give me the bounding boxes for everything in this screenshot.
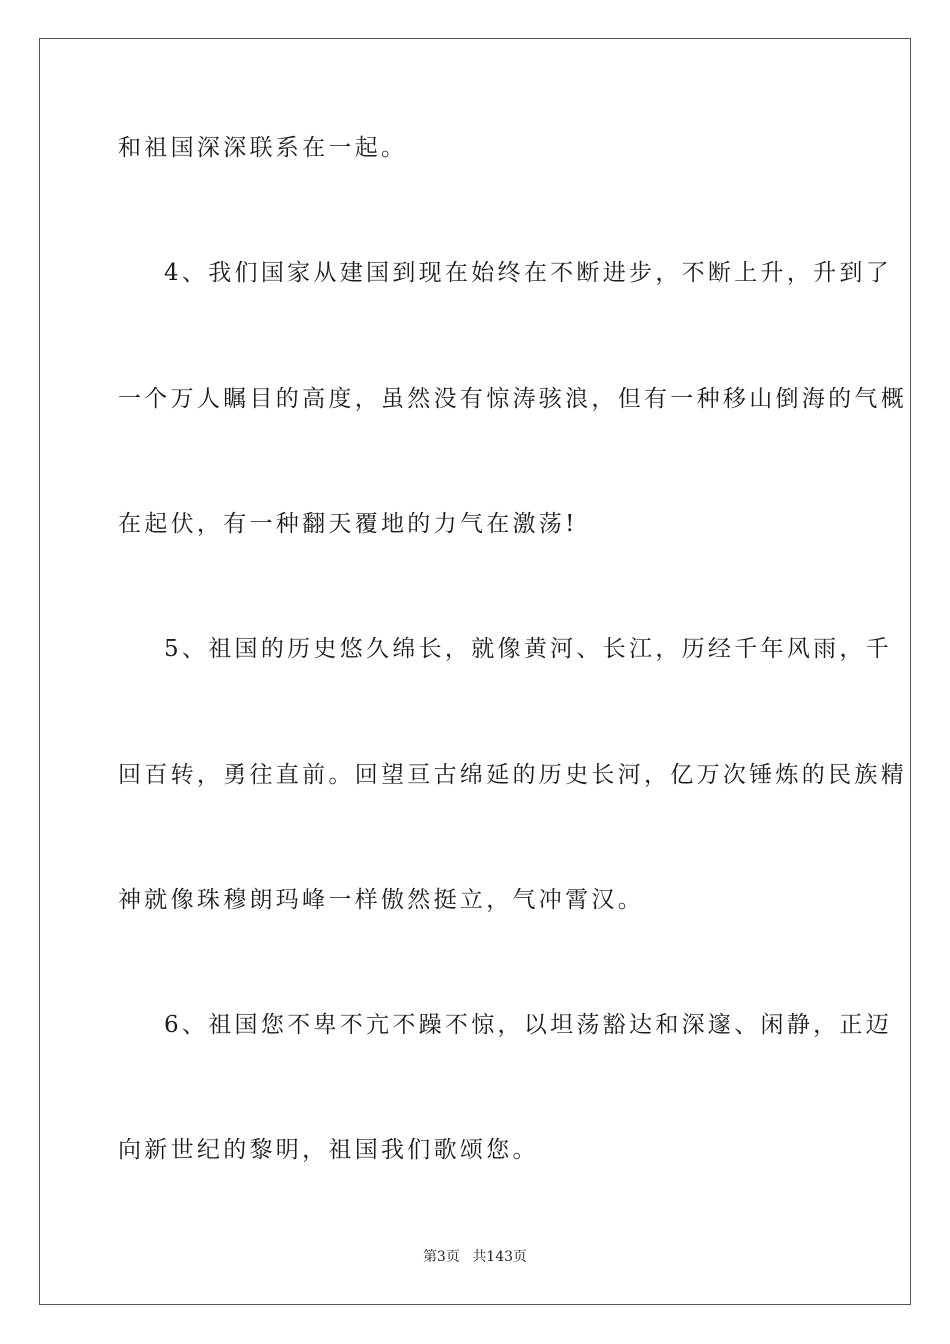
text-line-8: 6、祖国您不卑不亢不躁不惊，以坦荡豁达和深邃、闲静，正迈 — [164, 1012, 893, 1038]
text-line-9: 向新世纪的黎明，祖国我们歌颂您。 — [118, 1137, 539, 1163]
page-number: 第3页 — [422, 1249, 460, 1265]
text-line-2: 4、我们国家从建国到现在始终在不断进步，不断上升，升到了 — [164, 260, 893, 286]
text-line-1: 和祖国深深联系在一起。 — [118, 135, 408, 161]
text-line-6: 回百转，勇往直前。回望亘古绵延的历史长河，亿万次锤炼的民族精 — [118, 762, 907, 788]
text-line-4: 在起伏，有一种翻天覆地的力气在激荡! — [118, 511, 578, 537]
text-line-7: 神就像珠穆朗玛峰一样傲然挺立，气冲霄汉。 — [118, 887, 644, 913]
page-border — [39, 38, 911, 1305]
page-total: 共143页 — [472, 1249, 528, 1265]
text-line-5: 5、祖国的历史悠久绵长，就像黄河、长江，历经千年风雨，千 — [164, 636, 893, 662]
text-line-3: 一个万人瞩目的高度，虽然没有惊涛骇浪，但有一种移山倒海的气概 — [118, 386, 907, 412]
page-footer — [0, 1248, 950, 1266]
